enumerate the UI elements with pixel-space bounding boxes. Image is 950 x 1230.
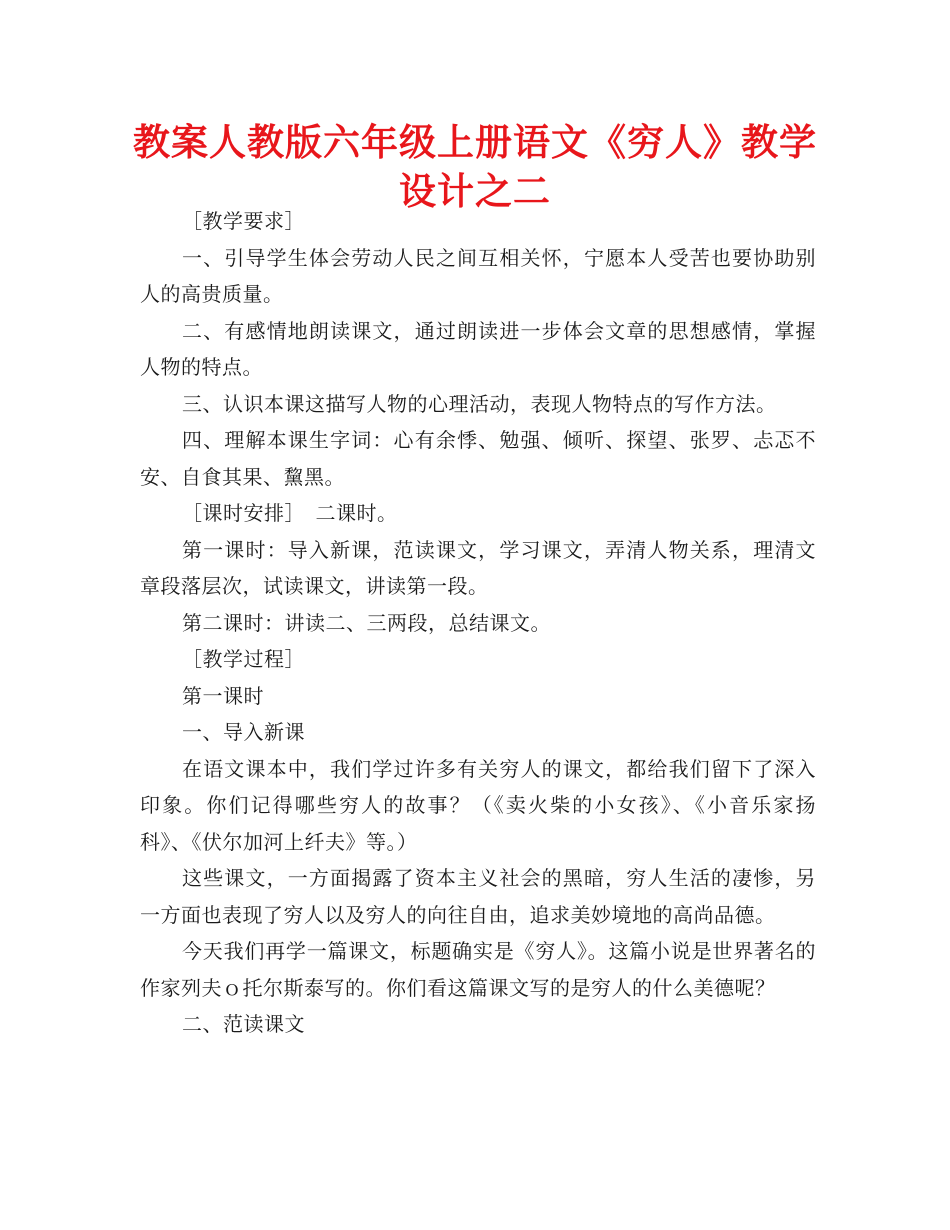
document-body [140, 203, 816, 1043]
requirement-2: 二、有感情地朗读课文，通过朗读进一步体会文章的思想感情，掌握人物的特点。 [140, 318, 816, 379]
document-title: 教案人教版六年级上册语文《穷人》教学设计之二 [133, 121, 817, 213]
step-1-heading: 一、导入新课 [182, 720, 305, 744]
context-paragraph: 这些课文，一方面揭露了资本主义社会的黑暗，穷人生活的凄惨，另一方面也表现了穷人以及穷人的向往自由，追求美妙境地的高尚品德。 [140, 866, 816, 927]
section-heading-schedule: ［课时安排］ 二课时。 [182, 501, 398, 525]
requirement-3: 三、认识本课这描写人物的心理活动，表现人物特点的写作方法。 [182, 391, 777, 416]
step-2-heading: 二、范读课文 [182, 1012, 305, 1036]
intro-paragraph: 在语文课本中，我们学过许多有关穷人的课文，都给我们留下了深入印象。你们记得哪些穷人的故事？（《卖火柴的小女孩》、《小音乐家扬科》、《伏尔加河上纤夫》等。） [140, 756, 816, 854]
requirement-1: 一、引导学生体会劳动人民之间互相关怀，宁愿本人受苦也要协助别人的高贵质量。 [140, 245, 816, 306]
schedule-lesson-2: 第二课时：讲读二、三两段，总结课文。 [182, 610, 551, 635]
requirement-4: 四、理解本课生字词：心有余悸、勉强、倾听、探望、张罗、忐忑不安、自食其果、黧黑。 [140, 428, 816, 489]
lesson-1-heading: 第一课时 [182, 683, 264, 708]
section-heading-process: ［教学过程］ [182, 647, 305, 671]
schedule-lesson-1: 第一课时：导入新课，范读课文，学习课文，弄清人物关系，理清文章段落层次，试读课文，讲读第一段。 [140, 537, 816, 598]
today-paragraph: 今天我们再学一篇课文，标题确实是《穷人》。这篇小说是世界著名的作家列夫ｏ托尔斯泰写的。你们看这篇课文写的是穷人的什么美德呢？ [140, 939, 816, 1000]
section-heading-teaching-requirements: ［教学要求］ [182, 209, 305, 233]
